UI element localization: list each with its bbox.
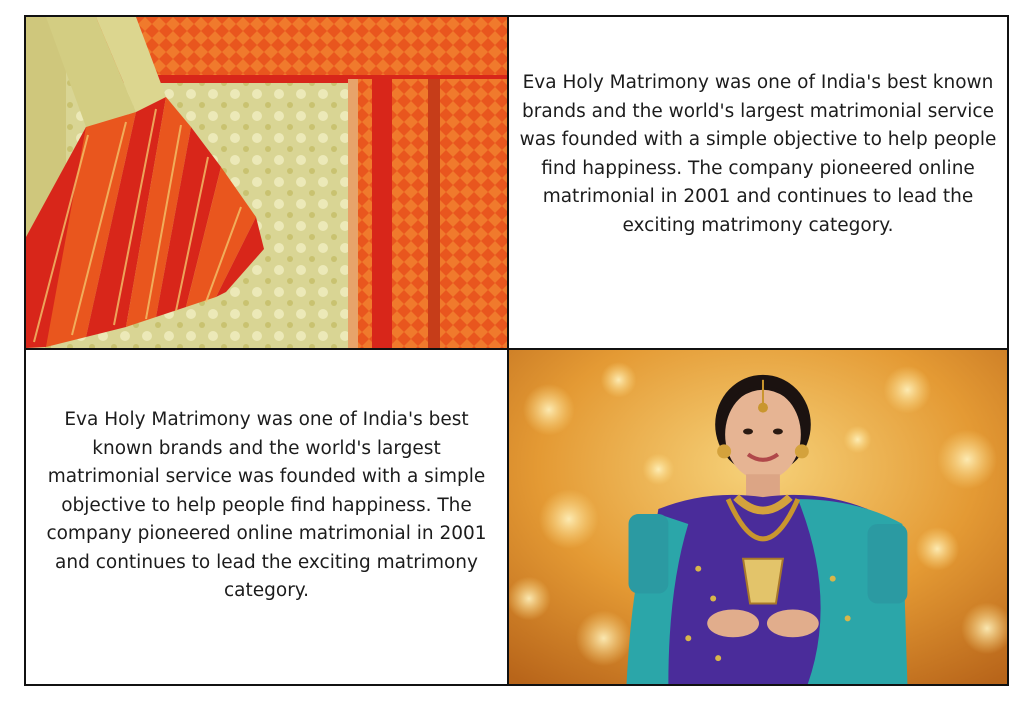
description-panel-top (509, 17, 1007, 348)
bride-model-illustration (509, 350, 1007, 684)
saree-fabric-image (26, 17, 507, 348)
description-text-bottom: Eva Holy Matrimony was one of India's best known brands and the world's largest matrimonial service was founded with a simple objective to help people find happiness. The company pioneered online matrimonial in 2001 and continues to lead the exciting matrimony category. (46, 409, 487, 601)
bride-model-image (509, 350, 1007, 684)
description-text-top: Eva Holy Matrimony was one of India's best known brands and the world's largest matrimonial service was founded with a simple objective to help people find happiness. The company pioneered online matrimonial in 2001 and continues to lead the exciting matrimony category. (519, 72, 997, 236)
saree-fabric-illustration (26, 17, 507, 348)
collage-grid (24, 15, 1009, 686)
description-panel-bottom (26, 350, 507, 684)
